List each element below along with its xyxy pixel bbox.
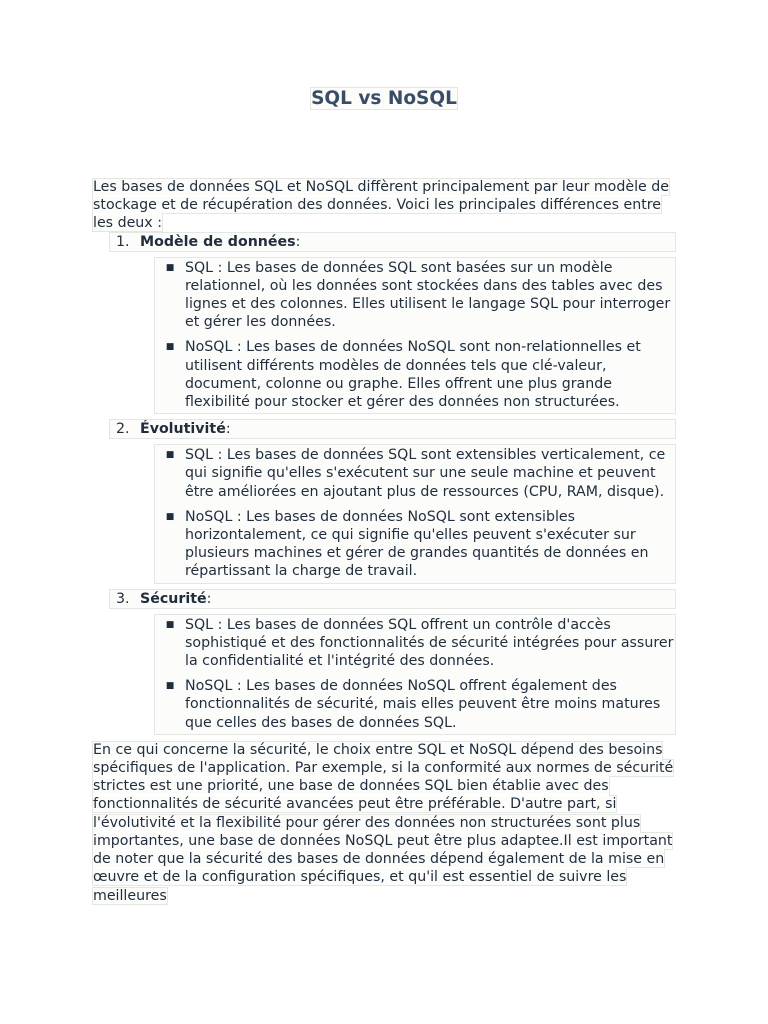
bullet-list bbox=[155, 445, 675, 582]
document-title-container bbox=[0, 87, 768, 111]
list-item-text: NoSQL : Les bases de données NoSQL offrent également des fonctionnalités de sécurité, mais elles peuvent être moins matures que celles des bases de données SQL. bbox=[185, 678, 661, 731]
document-body bbox=[93, 178, 683, 905]
section bbox=[93, 233, 683, 414]
section bbox=[93, 590, 683, 734]
list-item-text: NoSQL : Les bases de données NoSQL sont non-relationnelles et utilisent différents modèles de données tels que clé-valeur, document, colonne ou graphe. Elles offrent une plus grande flexibilité pour stocker et gérer des données non structurées. bbox=[185, 339, 641, 411]
list-item bbox=[155, 508, 675, 581]
conclusion-paragraph bbox=[93, 741, 683, 905]
bullet-icon: ■ bbox=[165, 681, 175, 692]
section-heading-suffix: : bbox=[206, 590, 212, 607]
section-heading-line bbox=[110, 590, 675, 608]
section-heading: Modèle de données bbox=[140, 233, 296, 250]
bullet-icon: ■ bbox=[165, 342, 175, 353]
section-number: 3. bbox=[116, 590, 130, 607]
list-item-text: SQL : Les bases de données SQL sont basées sur un modèle relationnel, où les données sont stockées dans des tables avec des lignes et des colonnes. Elles utilisent le langage SQL pour interroger et gérer les données. bbox=[185, 259, 671, 331]
list-item bbox=[155, 259, 675, 332]
list-item bbox=[155, 616, 675, 671]
section bbox=[93, 420, 683, 582]
section-heading-suffix: : bbox=[225, 421, 231, 438]
bullet-icon: ■ bbox=[165, 450, 175, 461]
list-item bbox=[155, 677, 675, 732]
intro-paragraph bbox=[93, 178, 683, 233]
section-number: 2. bbox=[116, 421, 130, 438]
section-number: 1. bbox=[116, 233, 130, 250]
bullet-icon: ■ bbox=[165, 619, 175, 630]
list-item-text: NoSQL : Les bases de données NoSQL sont extensibles horizontalement, ce qui signifie qu'elles peuvent s'exécuter sur plusieurs machines et gérer de grandes quantités de données en répartissant la charge de travail. bbox=[185, 508, 649, 580]
section-heading-line bbox=[110, 420, 675, 438]
bullet-list bbox=[155, 258, 675, 414]
list-item bbox=[155, 446, 675, 501]
list-item bbox=[155, 338, 675, 411]
conclusion-text: En ce qui concerne la sécurité, le choix entre SQL et NoSQL dépend des besoins spécifiques de l'application. Par exemple, si la conformité aux normes de sécurité strictes est une priorité, une base de données SQL bien établie avec des fonctionnalités de sécurité avancées peut être préférable. D'autre part, si l'évolutivité et la flexibilité pour gérer des données non structurées sont plus importantes, une base de données NoSQL peut être plus adaptee.Il est important de noter que la sécurité des bases de données dépend également de la mise en œuvre et de la configuration spécifiques, et qu'il est essentiel de suivre les meilleures bbox=[93, 741, 674, 904]
document-title: SQL vs NoSQL bbox=[311, 88, 457, 109]
bullet-icon: ■ bbox=[165, 511, 175, 522]
list-item-text: SQL : Les bases de données SQL offrent un contrôle d'accès sophistiqué et des fonctionnalités de sécurité intégrées pour assurer la confidentialité et l'intégrité des données. bbox=[185, 616, 674, 670]
section-heading: Évolutivité bbox=[140, 421, 226, 438]
list-item-text: SQL : Les bases de données SQL sont extensibles verticalement, ce qui signifie qu'elles s'exécutent sur une seule machine et peuvent être améliorées en ajoutant plus de ressources (CPU, RAM, disque). bbox=[185, 447, 666, 500]
bullet-icon: ■ bbox=[165, 262, 175, 273]
intro-text: Les bases de données SQL et NoSQL diffèrent principalement par leur modèle de stockage et de récupération des données. Voici les principales différences entre les deux : bbox=[93, 179, 670, 232]
section-heading-line bbox=[110, 233, 675, 251]
section-heading-suffix: : bbox=[295, 233, 301, 250]
bullet-list bbox=[155, 615, 675, 734]
section-heading: Sécurité bbox=[140, 590, 207, 607]
